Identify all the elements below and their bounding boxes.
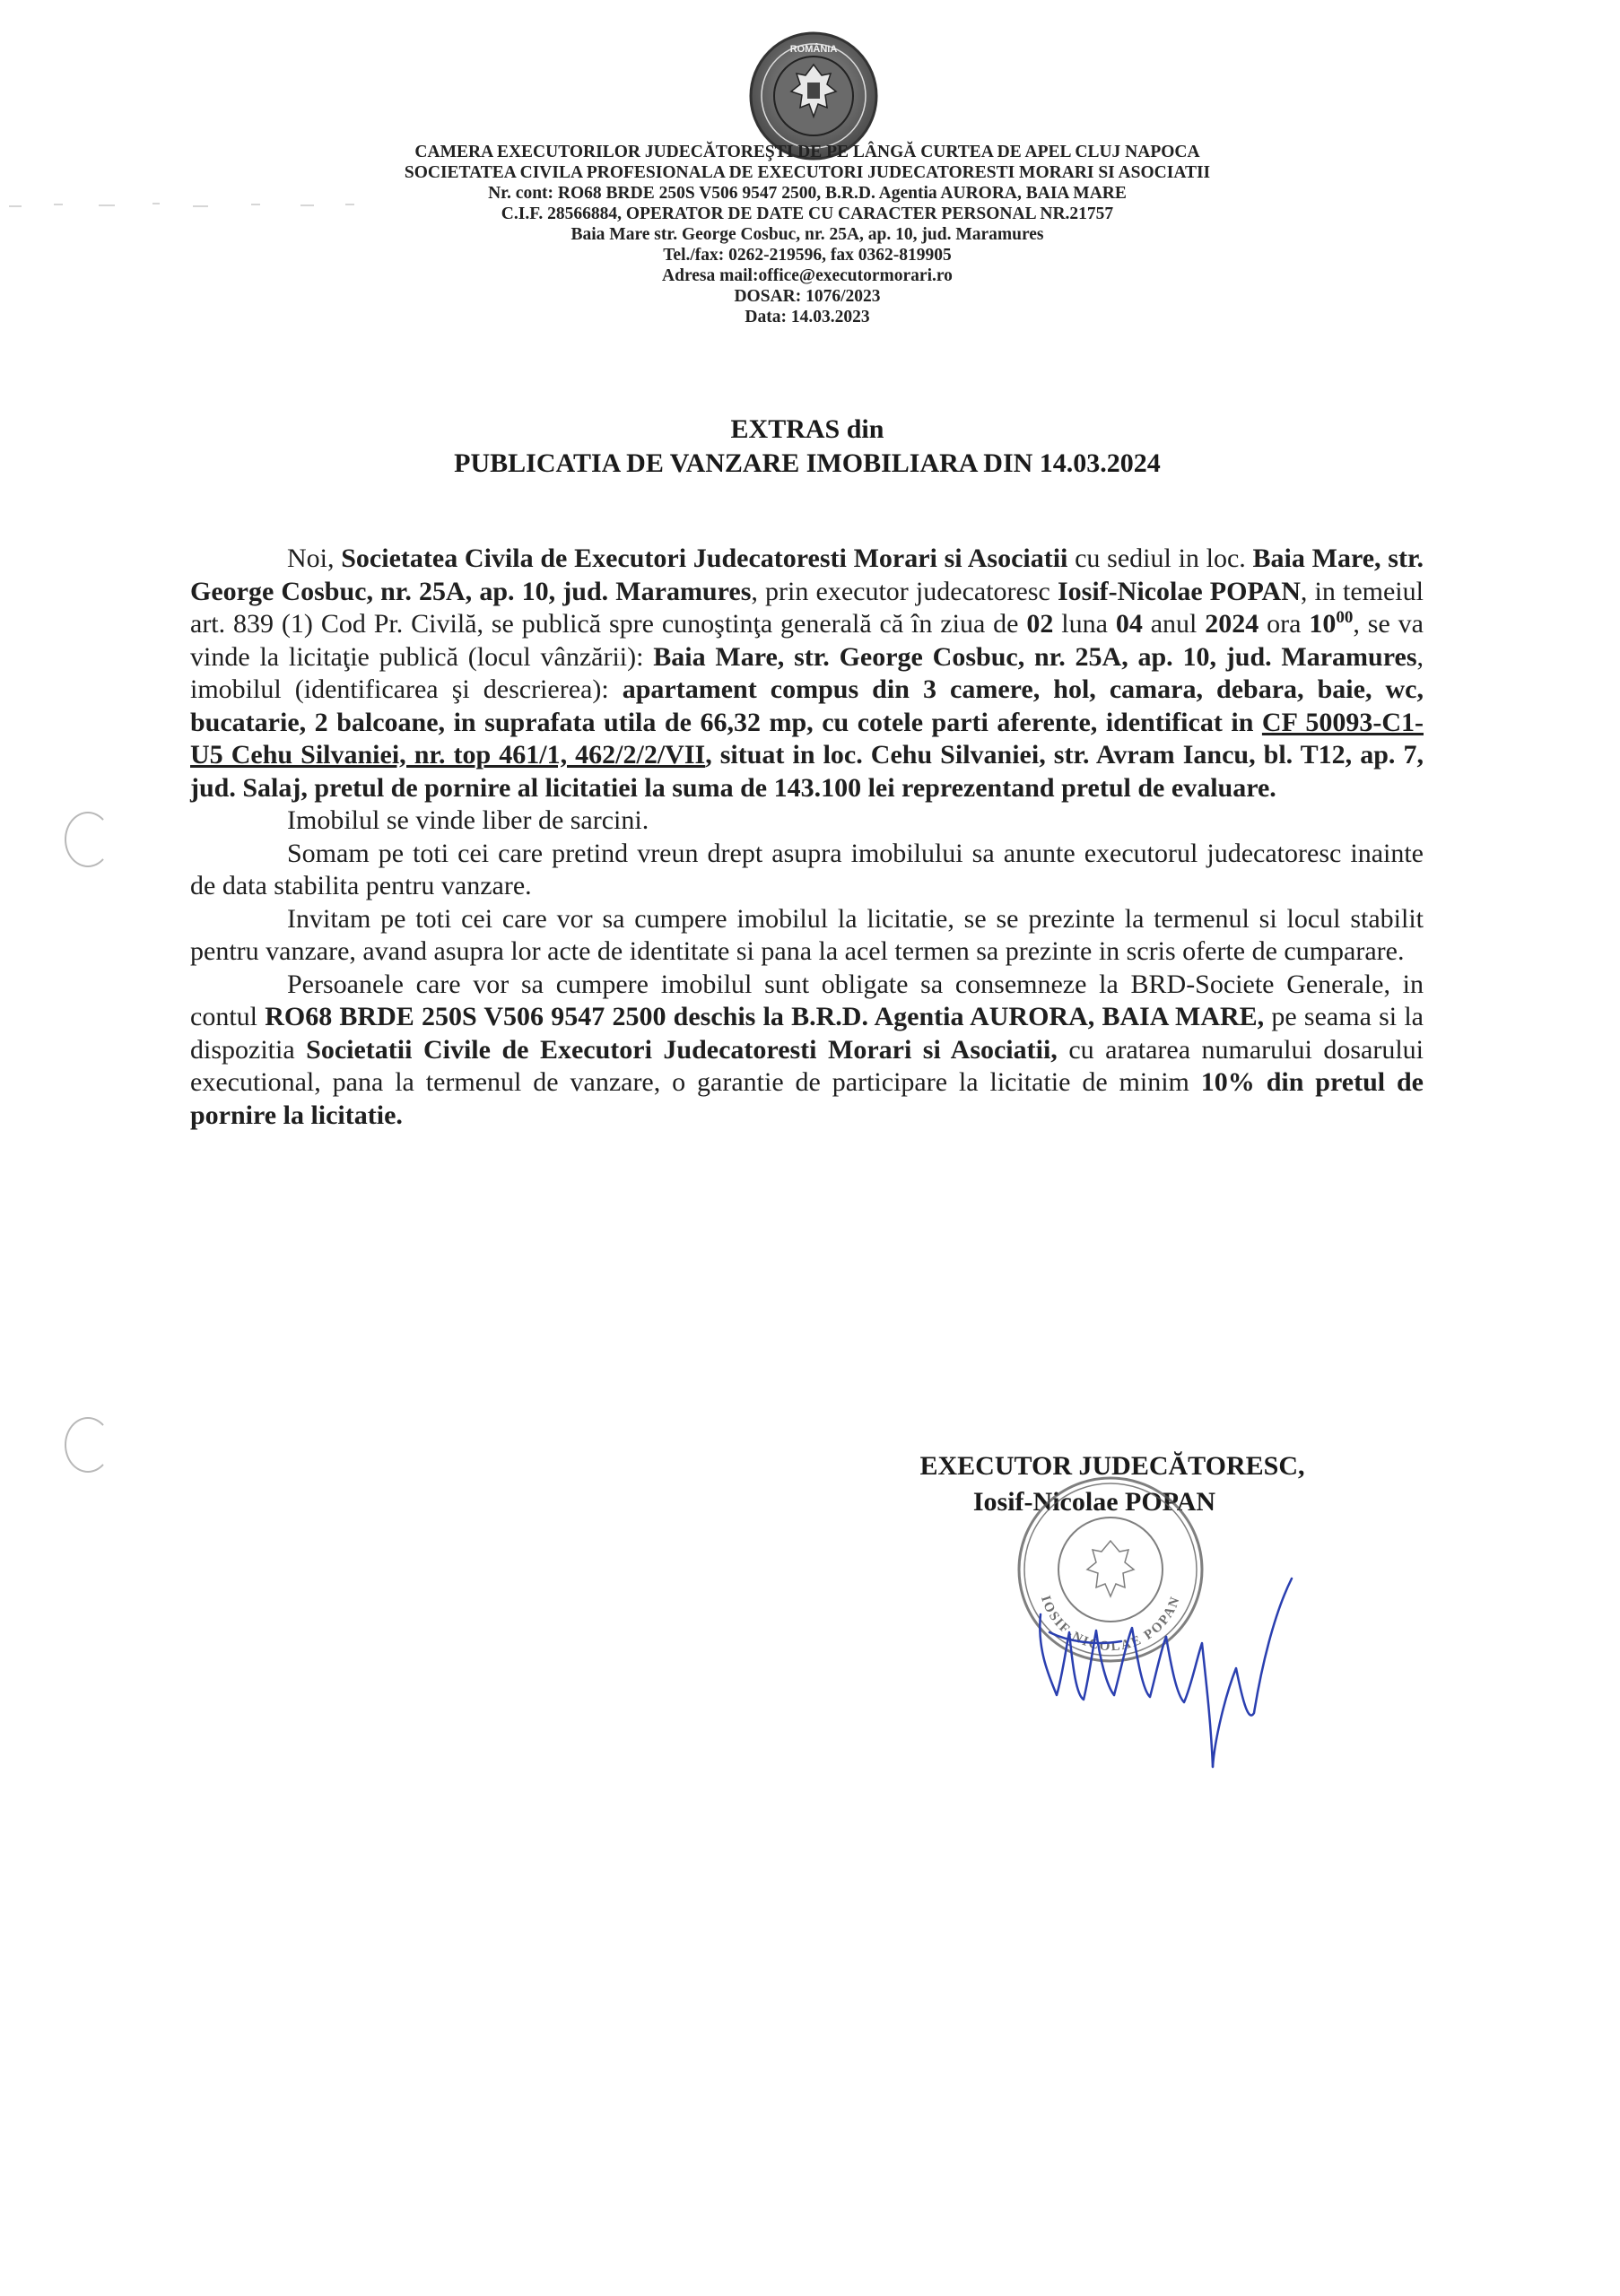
header-line: Data: 14.03.2023 xyxy=(745,308,870,326)
bank-account: RO68 BRDE 250S V506 9547 2500 deschis la B.R.D. Agentia AURORA, BAIA MARE, xyxy=(265,1002,1265,1031)
letterhead xyxy=(224,142,1390,327)
header-line: CAMERA EXECUTORILOR JUDECĂTOREŞTI DE PE LÂNGĂ CURTEA DE APEL CLUJ NAPOCA xyxy=(414,143,1200,161)
document-title xyxy=(224,413,1390,481)
document-body xyxy=(190,543,1424,1132)
sale-month: 04 xyxy=(1115,609,1143,639)
signature-title: EXECUTOR JUDECĂTORESC, xyxy=(919,1451,1305,1481)
paragraph-announcement: Noi, Societatea Civila de Executori Judecatoresti Morari si Asociatii cu sediul in loc. Baia Mare, str. George Cosbuc, nr. 25A, ap. 10, jud. Maramures, prin executor judecatoresc Iosif-Nicolae POPAN, in temeiul art. 839 (1) Cod Pr. Civilă, se publică spre cunoştinţa generală că în ziua de 02 luna 04 anul 2024 ora $10^{00}$, se va vinde la licitaţie publică (locul vânzării): Baia Mare, str. George Cosbuc, nr. 25A, ap. 10, jud. Maramures, imobilul (identificarea şi descrierea): apartament compus din 3 camere, hol, camara, debara, baie, wc, bucatarie, 2 balcoane, in suprafata utila de 66,32 mp, cu cotele parti aferente, identificat in CF 50093-C1-U5 Cehu Silvaniei, nr. top 461/1, 462/2/2/VII, situat in loc. Cehu Silvaniei, str. Avram Iancu, bl. T12, ap. 7, jud. Salaj, pretul de pornire al licitatiei la suma de 143.100 lei reprezentand pretul de evaluare. xyxy=(190,544,1424,803)
signature-name: Iosif-Nicolae POPAN xyxy=(972,1487,1216,1517)
header-line: Adresa mail:office@executormorari.ro xyxy=(662,266,953,285)
binder-hole xyxy=(65,812,111,867)
handwritten-signature xyxy=(1014,1543,1301,1812)
paragraph-invitation: Invitam pe toti cei care vor sa cumpere imobilul la licitatie, se se prezinte la termenul si locul stabilit pentru vanzare, avand asupra lor acte de identitate si pana la acel termen sa prezinte in scris oferte de cumparare. xyxy=(190,903,1424,966)
sale-hour: 10 xyxy=(1309,609,1337,639)
header-line: Baia Mare str. George Cosbuc, nr. 25A, ap. 10, jud. Maramures xyxy=(570,225,1044,244)
land-registry-ref: CF 50093-C1-U5 Cehu Silvaniei, nr. top 461/1, 462/2/2/VII xyxy=(190,707,1424,770)
paragraph-encumbrance: Imobilul se vinde liber de sarcini. xyxy=(287,805,649,835)
seal-top-text: ROMÂNIA xyxy=(789,44,838,55)
binder-hole xyxy=(65,1417,111,1473)
paragraph-summons: Somam pe toti cei care pretind vreun drept asupra imobilului sa anunte executorul judecatoresc inainte de data stabilita pentru vanzare. xyxy=(190,838,1424,900)
sale-minutes: 00 xyxy=(1336,608,1354,627)
header-line: C.I.F. 28566884, OPERATOR DE DATE CU CARACTER PERSONAL NR.21757 xyxy=(501,204,1114,223)
header-line: DOSAR: 1076/2023 xyxy=(734,287,881,306)
scan-noise xyxy=(0,196,377,213)
header-line: Tel./fax: 0262-219596, fax 0362-819905 xyxy=(663,246,952,265)
sale-year: 2024 xyxy=(1205,609,1259,639)
title-line-1: EXTRAS din xyxy=(730,414,884,444)
header-line: Nr. cont: RO68 BRDE 250S V506 9547 2500, B.R.D. Agentia AURORA, BAIA MARE xyxy=(488,184,1127,203)
paragraph-guarantee: Persoanele care vor sa cumpere imobilul sunt obligate sa consemneze la BRD-Societe Generale, in contul RO68 BRDE 250S V506 9547 2500 deschis la B.R.D. Agentia AURORA, BAIA MARE, pe seama si la dispozitia Societatii Civile de Executori Judecatoresti Morari si Asociatii, cu aratarea numarului dosarului executional, pana la termenul de vanzare, o garantie de participare la licitatie de minim 10% din pretul de pornire la licitatie. xyxy=(190,969,1424,1130)
sale-day: 02 xyxy=(1026,609,1054,639)
title-line-2: PUBLICATIA DE VANZARE IMOBILIARA DIN 14.03.2024 xyxy=(454,448,1161,478)
header-line: SOCIETATEA CIVILA PROFESIONALA DE EXECUTORI JUDECATORESTI MORARI SI ASOCIATII xyxy=(404,163,1211,182)
stamp-text: IOSIF-NICOLAE POPAN xyxy=(1037,1594,1184,1655)
